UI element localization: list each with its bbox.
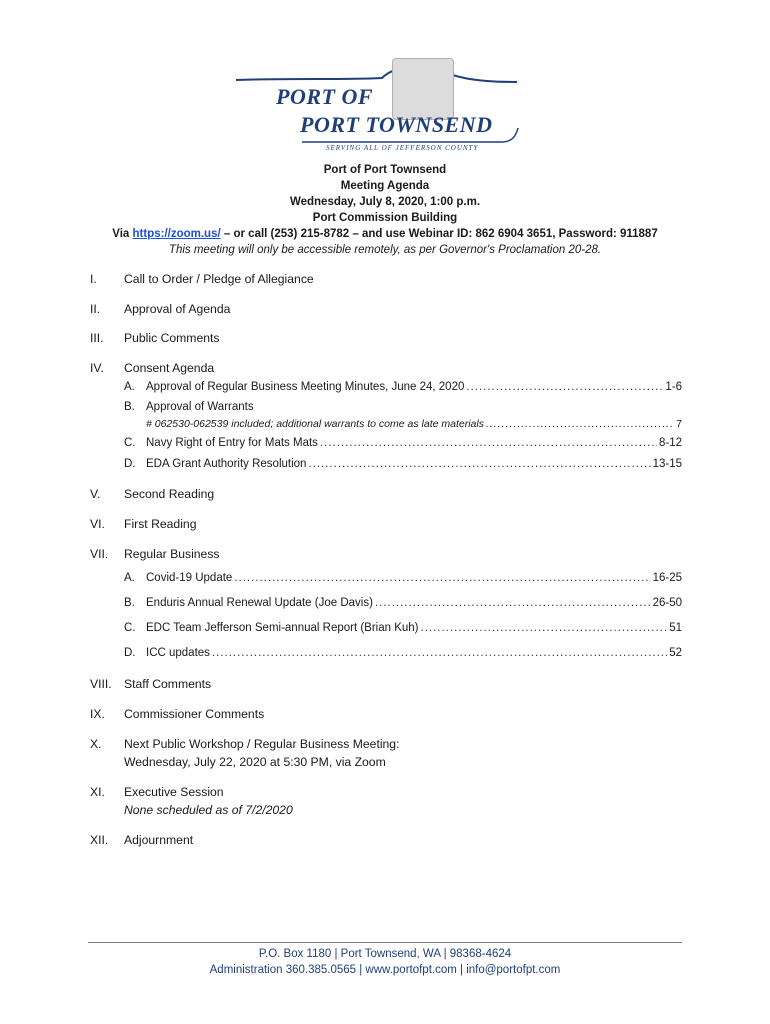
item-title: Staff Comments: [124, 677, 212, 691]
footer-address: P.O. Box 1180 | Port Townsend, WA | 98368-4624: [258, 948, 512, 960]
page-ref: 26-50: [652, 597, 682, 609]
sub-item: [124, 622, 682, 634]
item-title: Second Reading: [124, 487, 215, 501]
sub-label: Approval of Regular Business Meeting Minutes, June 24, 2020: [146, 381, 465, 393]
item-number: XII.: [90, 833, 109, 847]
page-ref: 8-12: [658, 437, 682, 449]
sub-label: Enduris Annual Renewal Update (Joe Davis): [146, 597, 373, 609]
sub-letter: C.: [124, 437, 136, 449]
item-number: V.: [90, 487, 101, 501]
footer-contact: Administration 360.385.0565 | www.portofpt.com | info@portofpt.com: [209, 964, 561, 976]
sub-item-note: [146, 418, 682, 430]
sub-label: EDA Grant Authority Resolution: [146, 458, 307, 470]
page-ref: 52: [669, 647, 682, 659]
leader-dots: [320, 437, 657, 449]
sub-letter: C.: [124, 622, 136, 634]
item-number: VIII.: [90, 677, 112, 691]
port-logo: [232, 58, 522, 158]
sub-letter: D.: [124, 458, 136, 470]
sub-label: EDC Team Jefferson Semi-annual Report (Brian Kuh): [146, 622, 419, 634]
page-ref: 16-25: [652, 572, 682, 584]
sub-item: [124, 437, 682, 449]
leader-dots: [234, 572, 650, 584]
page-ref: 1-6: [665, 381, 682, 393]
item-detail: None scheduled as of 7/2/2020: [124, 803, 293, 817]
zoom-link[interactable]: https://zoom.us/: [132, 228, 221, 240]
item-number: IV.: [90, 361, 104, 375]
item-title: Call to Order / Pledge of Allegiance: [124, 272, 314, 286]
leader-dots: [308, 458, 650, 470]
item-title: Public Comments: [124, 331, 220, 345]
meeting-datetime: Wednesday, July 8, 2020, 1:00 p.m.: [289, 196, 481, 208]
sub-letter: D.: [124, 647, 136, 659]
ship-image-placeholder: [392, 58, 454, 120]
sub-label: Navy Right of Entry for Mats Mats: [146, 437, 318, 449]
page-ref: 7: [676, 418, 682, 430]
item-detail: Wednesday, July 22, 2020 at 5:30 PM, via Zoom: [124, 755, 386, 769]
agenda-header: [0, 162, 770, 258]
logo-tagline: SERVING ALL OF JEFFERSON COUNTY: [326, 144, 479, 152]
item-number: IX.: [90, 707, 105, 721]
sub-item: [124, 458, 682, 470]
meeting-location: Port Commission Building: [312, 212, 458, 224]
page-ref: 51: [669, 622, 682, 634]
footer-divider: [88, 942, 682, 943]
via-suffix: – or call (253) 215-8782 – and use Webinar ID: 862 6904 3651, Password: 911887: [220, 228, 658, 240]
logo-line1: PORT OF: [276, 84, 373, 109]
item-number: II.: [90, 302, 101, 316]
sub-item: [124, 381, 682, 393]
sub-item: [124, 597, 682, 609]
item-title: Next Public Workshop / Regular Business Meeting:: [124, 737, 400, 751]
org-name: Port of Port Townsend: [323, 164, 447, 176]
page-footer: [0, 946, 770, 978]
item-title: Regular Business: [124, 547, 220, 561]
item-number: X.: [90, 737, 102, 751]
item-number: VII.: [90, 547, 109, 561]
sub-label: Covid-19 Update: [146, 572, 233, 584]
item-title: Executive Session: [124, 785, 224, 799]
sub-label: Approval of Warrants: [146, 401, 254, 413]
item-number: III.: [90, 331, 104, 345]
item-title: Adjournment: [124, 833, 194, 847]
item-number: XI.: [90, 785, 105, 799]
leader-dots: [421, 622, 668, 634]
remote-notice: This meeting will only be accessible remotely, as per Governor's Proclamation 20-28.: [168, 244, 602, 256]
meeting-access-line: [0, 226, 770, 242]
sub-letter: B.: [124, 401, 135, 413]
leader-dots: [212, 647, 667, 659]
doc-title: Meeting Agenda: [340, 180, 430, 192]
via-prefix: Via: [112, 228, 133, 240]
item-number: I.: [90, 272, 97, 286]
page-ref: 13-15: [652, 458, 682, 470]
item-title: Approval of Agenda: [124, 302, 231, 316]
sub-letter: A.: [124, 572, 135, 584]
sub-letter: A.: [124, 381, 135, 393]
leader-dots: [486, 418, 674, 430]
item-title: Consent Agenda: [124, 361, 215, 375]
logo-line2: PORT TOWNSEND: [300, 112, 493, 137]
item-title: Commissioner Comments: [124, 707, 265, 721]
sub-letter: B.: [124, 597, 135, 609]
sub-label: ICC updates: [146, 647, 210, 659]
note-label: # 062530-062539 included; additional warrants to come as late materials: [146, 418, 484, 430]
item-title: First Reading: [124, 517, 197, 531]
item-number: VI.: [90, 517, 105, 531]
sub-item: [124, 572, 682, 584]
sub-item: [124, 647, 682, 659]
leader-dots: [375, 597, 651, 609]
leader-dots: [466, 381, 663, 393]
sub-item: [124, 401, 682, 413]
